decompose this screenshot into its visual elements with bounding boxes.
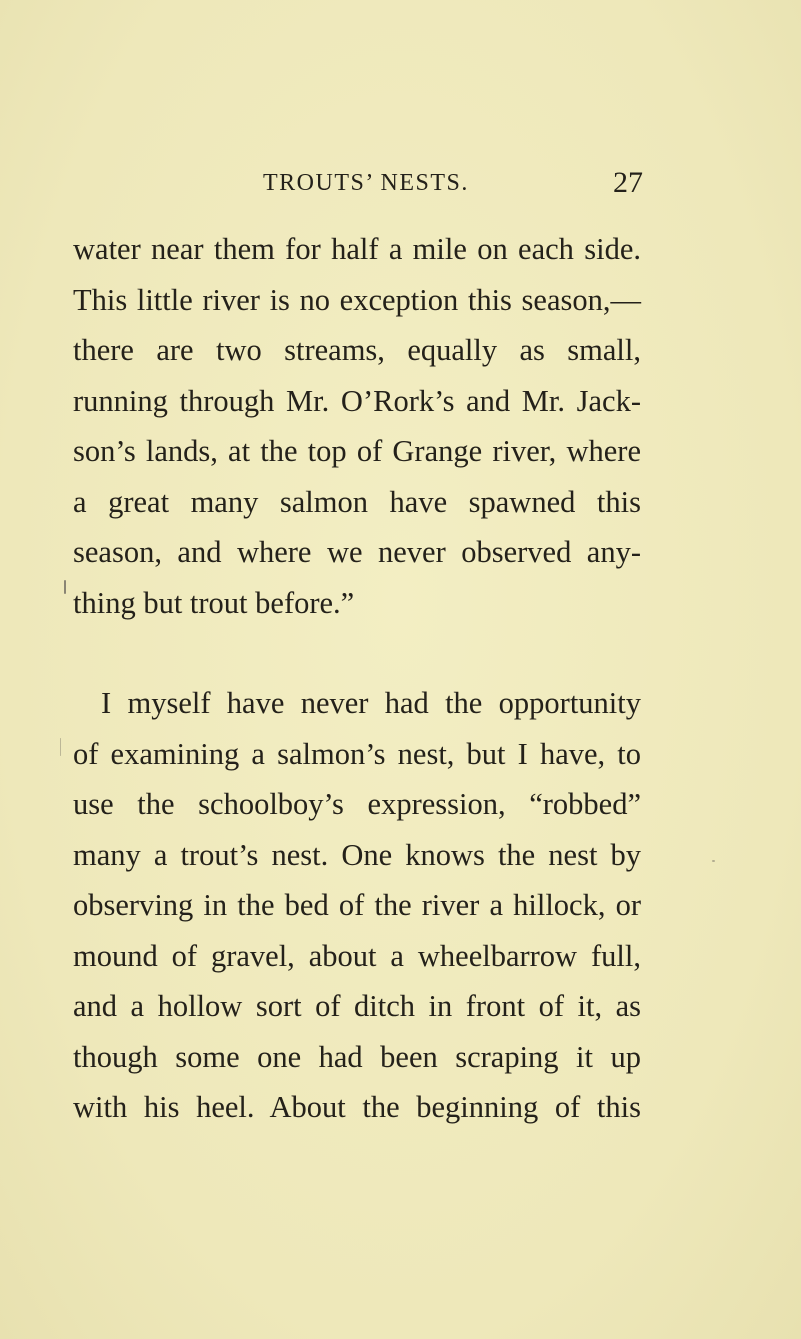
text-line: running through Mr. O’Rork’s and Mr. Jack- bbox=[73, 383, 641, 418]
text-line: This little river is no exception this season,— bbox=[73, 282, 641, 317]
text-line: many a trout’s nest. One knows the nest by bbox=[73, 837, 641, 872]
text-line: I myself have never had the opportunity bbox=[101, 686, 641, 720]
text-line: mound of gravel, about a wheelbarrow full, bbox=[73, 938, 641, 973]
body-text bbox=[73, 224, 641, 1133]
text-line: of examining a salmon’s nest, but I have, to bbox=[73, 736, 641, 771]
paragraph-2 bbox=[73, 678, 641, 1133]
paper-speck bbox=[60, 738, 61, 756]
running-title: TROUTS’ NESTS. bbox=[263, 170, 469, 196]
paper-speck bbox=[64, 580, 66, 594]
page-number: 27 bbox=[613, 166, 643, 199]
text-line: water near them for half a mile on each side. bbox=[73, 232, 641, 266]
paper-speck bbox=[712, 860, 715, 862]
running-head bbox=[0, 166, 801, 210]
text-line: season, and where we never observed any- bbox=[73, 535, 641, 569]
text-line: there are two streams, equally as small, bbox=[73, 333, 641, 367]
text-line: son’s lands, at the top of Grange river, where bbox=[73, 434, 641, 468]
text-line: though some one had been scraping it up bbox=[73, 1039, 641, 1074]
text-line: thing but trout before.” bbox=[73, 585, 355, 620]
text-line: observing in the bed of the river a hillock, or bbox=[73, 888, 641, 922]
text-line: with his heel. About the beginning of this bbox=[73, 1090, 641, 1124]
paragraph-1 bbox=[73, 224, 641, 628]
text-line: use the schoolboy’s expression, “robbed” bbox=[73, 787, 641, 821]
paragraph-gap bbox=[73, 628, 641, 678]
text-line: a great many salmon have spawned this bbox=[73, 484, 641, 519]
text-line: and a hollow sort of ditch in front of it, as bbox=[73, 989, 641, 1023]
